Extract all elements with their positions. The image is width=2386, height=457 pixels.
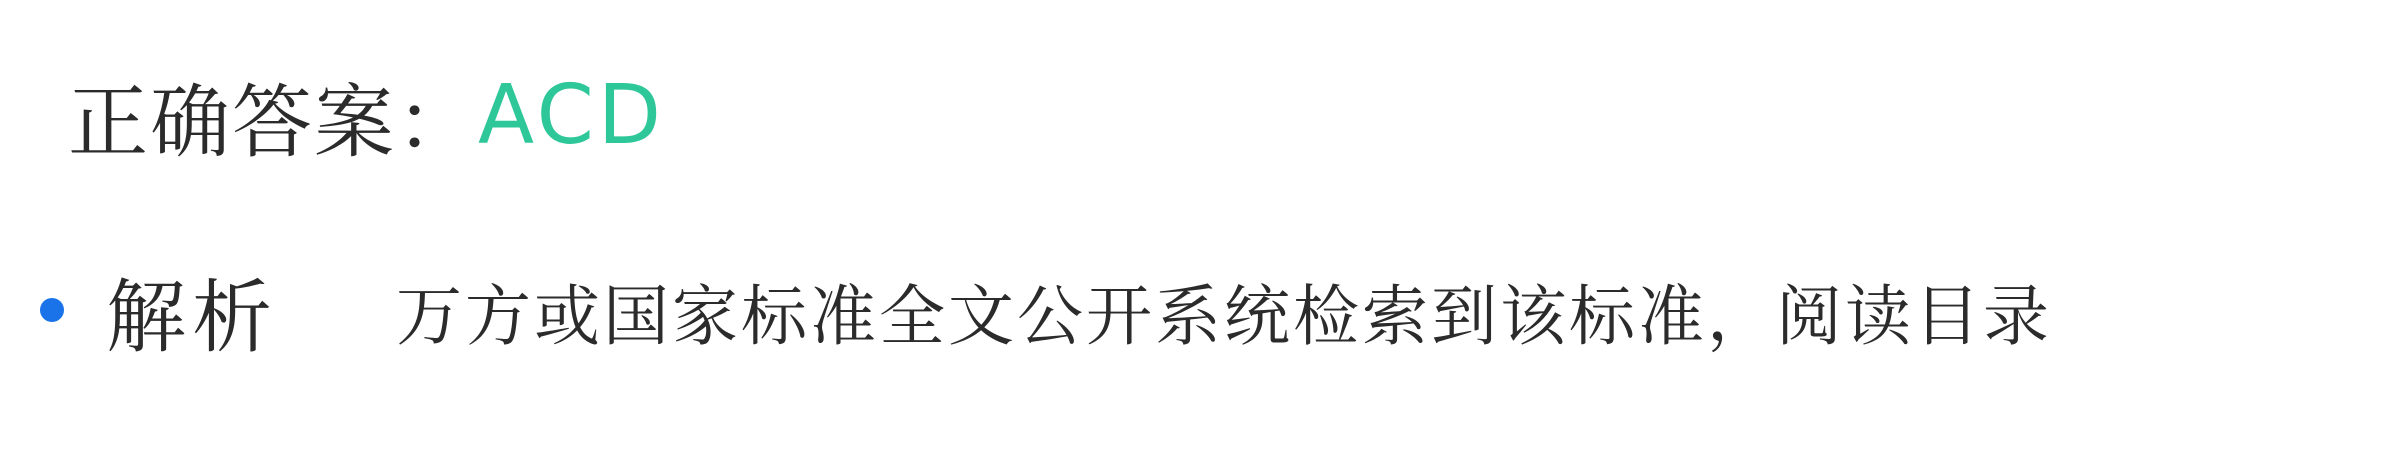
analysis-label: 解析 — [106, 270, 278, 364]
correct-answer-value: ACD — [478, 67, 666, 163]
analysis-text: 万方或国家标准全文公开系统检索到该标准，阅读目录 — [396, 277, 2052, 355]
correct-answer-label: 正确答案： — [68, 75, 478, 169]
analysis-row — [40, 250, 2052, 370]
bullet-dot-icon — [40, 298, 64, 322]
correct-answer-row — [68, 55, 665, 175]
